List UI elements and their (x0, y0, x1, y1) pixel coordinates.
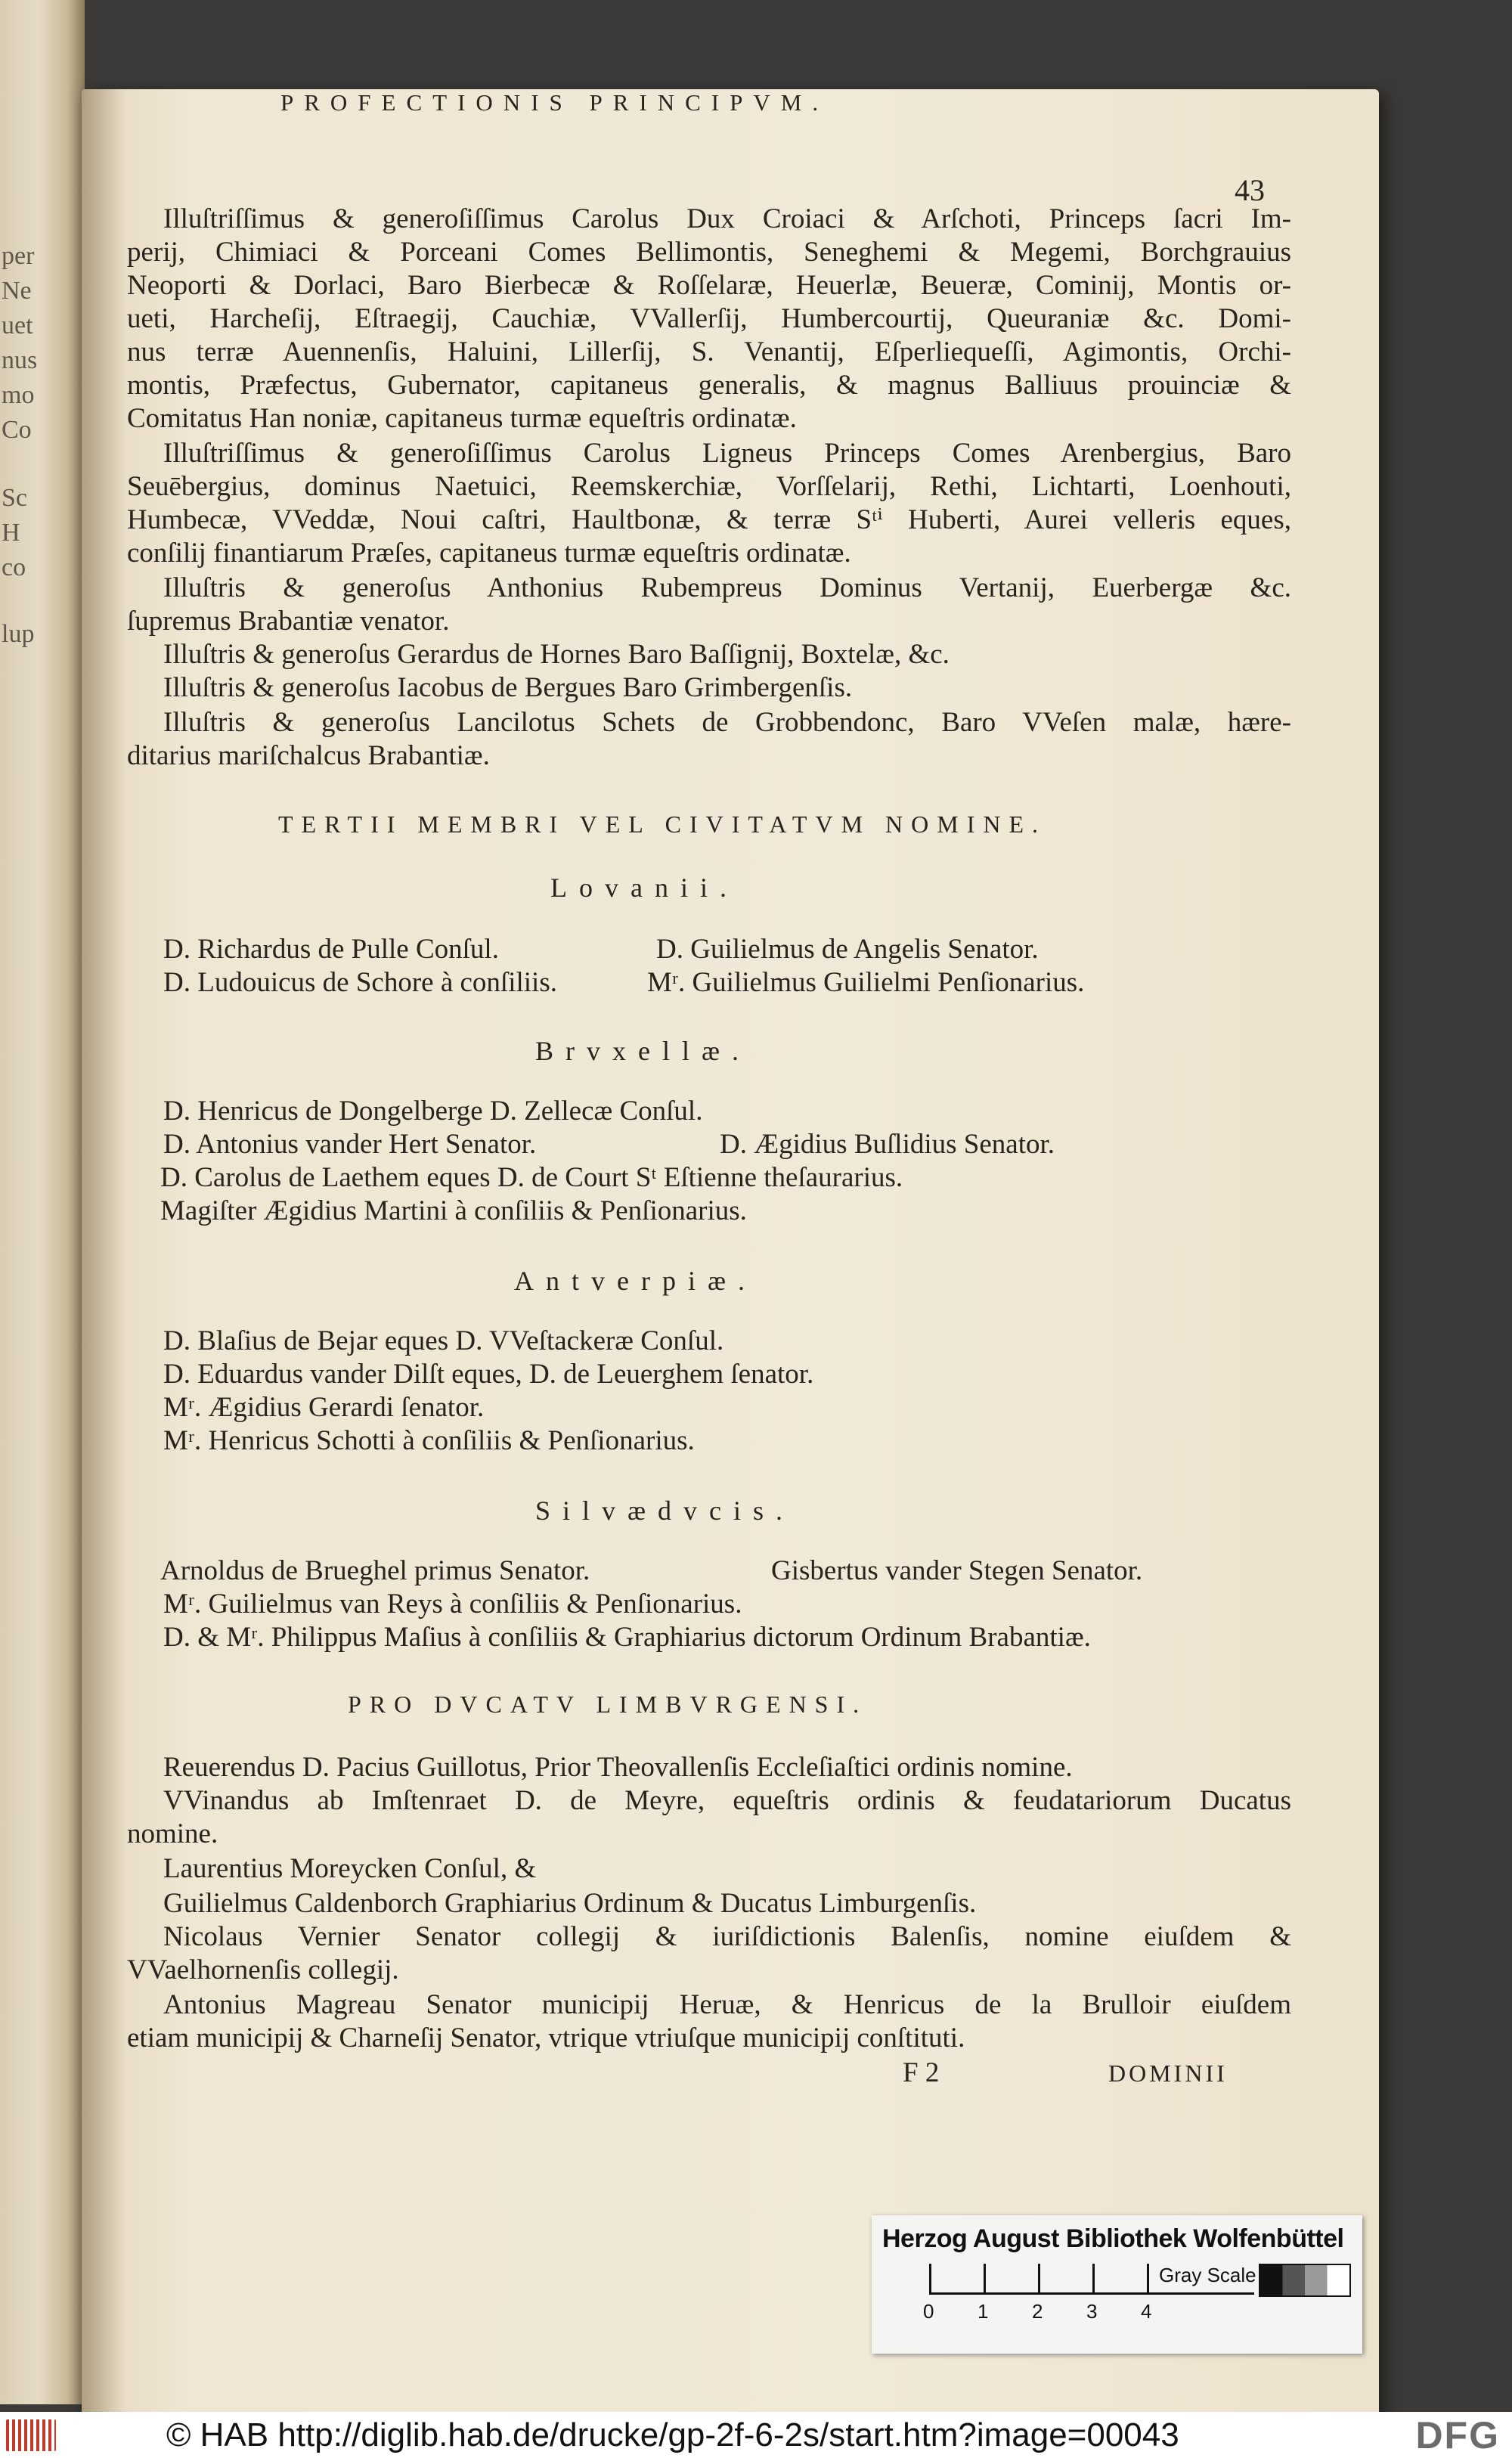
text-line: D. & Mʳ. Philippus Maſius à conſiliis & Graphiarius dictorum Ordinum Brabantiæ. (163, 1622, 1091, 1653)
text-line: Guilielmus Caldenborch Graphiarius Ordinum & Ducatus Limburgenſis. (163, 1888, 977, 1919)
left-fragment: Sc (2, 484, 27, 512)
text-line: Illuſtriſſimus & generoſiſſimus Carolus Dux Croiaci & Arſchoti, Princeps ſacri Im- (163, 203, 1291, 234)
text-line: Arnoldus de Brueghel primus Senator. (160, 1555, 590, 1586)
gray-scale-label: Gray Scale (1159, 2264, 1256, 2286)
text-line: Mʳ. Henricus Schotti à conſiliis & Penſionarius. (163, 1425, 695, 1456)
text-line: perij, Chimiaci & Porceani Comes Bellimontis, Seneghemi & Megemi, Borchgrauius (127, 237, 1291, 268)
section-heading-limburg: PRO DVCATV LIMBVRGENSI. (348, 1691, 868, 1718)
left-fragment: Co (2, 416, 32, 444)
gray-scale-swatch (1259, 2264, 1351, 2297)
text-line: Laurentius Moreycken Conſul, & (163, 1853, 537, 1884)
text-line: VVaelhornenſis collegij. (127, 1954, 399, 1985)
left-fragment: lup (2, 620, 35, 648)
text-line: D. Henricus de Dongelberge D. Zellecæ Conſul. (163, 1096, 703, 1127)
text-line: Illuſtris & generoſus Gerardus de Hornes Baro Baſſignij, Boxtelæ, &c. (163, 639, 950, 670)
text-line: nus terræ Auennenſis, Haluini, Lillerſij, S. Venantij, Eſperliequeſſi, Agimontis, Orchi- (127, 336, 1291, 367)
text-line: ueti, Harcheſij, Eſtraegij, Cauchiæ, VVallerſij, Humbercourtij, Queuraniæ &c. Domi- (127, 303, 1291, 334)
text-line: Nicolaus Vernier Senator collegij & iuriſdictionis Balenſis, nomine eiuſdem & (163, 1921, 1291, 1952)
text-line: Mʳ. Guilielmus Guilielmi Penſionarius. (647, 967, 1085, 998)
ruler-tick (929, 2264, 931, 2292)
text-line: Seuēbergius, dominus Naetuici, Reemskerchiæ, Vorſſelarij, Rethi, Lichtarti, Loenhouti, (127, 471, 1291, 502)
page-number: 43 (1235, 173, 1265, 207)
book-page (82, 89, 1379, 2418)
library-name: Herzog August Bibliothek Wolfenbüttel (882, 2224, 1344, 2253)
text-line: D. Guilielmus de Angelis Senator. (656, 934, 1039, 965)
hab-logo-icon (6, 2419, 56, 2451)
text-line: Mʳ. Guilielmus van Reys à conſiliis & Penſionarius. (163, 1589, 742, 1620)
text-line: ditarius mariſchalcus Brabantiæ. (127, 740, 490, 771)
city-heading-bruxellae: Brvxellæ. (535, 1036, 751, 1066)
text-line: VVinandus ab Imſtenraet D. de Meyre, equeſtris ordinis & feudatariorum Ducatus (163, 1785, 1291, 1816)
dfg-logo: DFG (1415, 2414, 1500, 2456)
ruler-number: 1 (978, 2300, 989, 2323)
text-line: etiam municipij & Charneſij Senator, vtrique vtriuſque municipij conſtituti. (127, 2023, 965, 2053)
text-line: D. Antonius vander Hert Senator. (163, 1129, 537, 1160)
text-line: Illuſtris & generoſus Lancilotus Schets de Grobbendonc, Baro VVeſen malæ, hære- (163, 707, 1291, 738)
text-line: Illuſtriſſimus & generoſiſſimus Carolus Ligneus Princeps Comes Arenbergius, Baro (163, 438, 1291, 469)
text-line: D. Eduardus vander Dilſt eques, D. de Leuerghem ſenator. (163, 1359, 814, 1390)
ruler-tick (1092, 2264, 1095, 2292)
ruler-number: 0 (923, 2300, 934, 2323)
text-line: Humbecæ, VVeddæ, Noui caſtri, Haultbonæ, & terræ Sᵗⁱ Huberti, Aurei velleris eques, (127, 504, 1291, 535)
text-line: Magiſter Ægidius Martini à conſiliis & Penſionarius. (160, 1195, 747, 1226)
text-line: ſupremus Brabantiæ venator. (127, 606, 450, 637)
text-line: Illuſtris & generoſus Anthonius Rubempreus Dominus Vertanij, Euerbergæ &c. (163, 572, 1291, 603)
left-fragment: H (2, 519, 20, 547)
text-line: Comitatus Han noniæ, capitaneus turmæ equeſtris ordinatæ. (127, 403, 797, 434)
footer-bar (0, 2412, 1512, 2458)
signature-mark: F 2 (903, 2057, 940, 2088)
ruler-number: 2 (1032, 2300, 1043, 2323)
text-line: D. Carolus de Laethem eques D. de Court Sᵗ Eſtienne theſaurarius. (160, 1162, 903, 1193)
left-page-edge (0, 0, 85, 2404)
city-heading-antverpiae: Antverpiæ. (514, 1266, 757, 1296)
left-fragment: co (2, 553, 26, 581)
ruler-tick (984, 2264, 986, 2292)
source-url-link[interactable]: © HAB http://diglib.hab.de/drucke/gp-2f-6-2s/start.htm?image=00043 (166, 2416, 1179, 2453)
text-line: Neoporti & Dorlaci, Baro Bierbecæ & Roſſelaræ, Heuerlæ, Beueræ, Cominij, Montis or- (127, 270, 1291, 301)
catchword: DOMINII (1108, 2060, 1228, 2087)
ruler-number: 3 (1086, 2300, 1098, 2323)
ruler-tick (1038, 2264, 1040, 2292)
text-line: nomine. (127, 1818, 218, 1849)
text-line: D. Ludouicus de Schore à conſiliis. (163, 967, 557, 998)
text-line: montis, Præfectus, Gubernator, capitaneus generalis, & magnus Balliuus prouinciæ & (127, 370, 1291, 401)
text-line: Reuerendus D. Pacius Guillotus, Prior Theovallenſis Eccleſiaſtici ordinis nomine. (163, 1752, 1073, 1783)
page-gutter-shadow (82, 89, 127, 2418)
text-line: D. Richardus de Pulle Conſul. (163, 934, 499, 965)
city-heading-silvaeducis: Silvædvcis. (535, 1496, 795, 1526)
section-heading-tertii: TERTII MEMBRI VEL CIVITATVM NOMINE. (278, 811, 1047, 838)
text-line: D. Blaſius de Bejar eques D. VVeſtackeræ Conſul. (163, 1325, 724, 1356)
city-heading-lovanii: Lovanii. (550, 873, 739, 903)
left-fragment: Ne (2, 277, 32, 305)
left-fragment: mo (2, 381, 35, 409)
ruler-number: 4 (1141, 2300, 1152, 2323)
text-line: Gisbertus vander Stegen Senator. (771, 1555, 1143, 1586)
library-color-chart (872, 2215, 1362, 2354)
text-line: Illuſtris & generoſus Iacobus de Bergues Baro Grimbergenſis. (163, 672, 853, 703)
left-fragment: nus (2, 346, 38, 374)
left-fragment: uet (2, 312, 33, 339)
running-head: PROFECTIONIS PRINCIPVM. (280, 89, 829, 116)
text-line: Mʳ. Ægidius Gerardi ſenator. (163, 1392, 485, 1423)
text-line: Antonius Magreau Senator municipij Heruæ, & Henricus de la Brulloir eiuſdem (163, 1989, 1291, 2020)
left-fragment: per (2, 242, 35, 270)
text-line: conſilij finantiarum Præſes, capitaneus turmæ equeſtris ordinatæ. (127, 538, 851, 569)
ruler-tick (1147, 2264, 1149, 2292)
text-line: D. Ægidius Buſlidius Senator. (720, 1129, 1055, 1160)
